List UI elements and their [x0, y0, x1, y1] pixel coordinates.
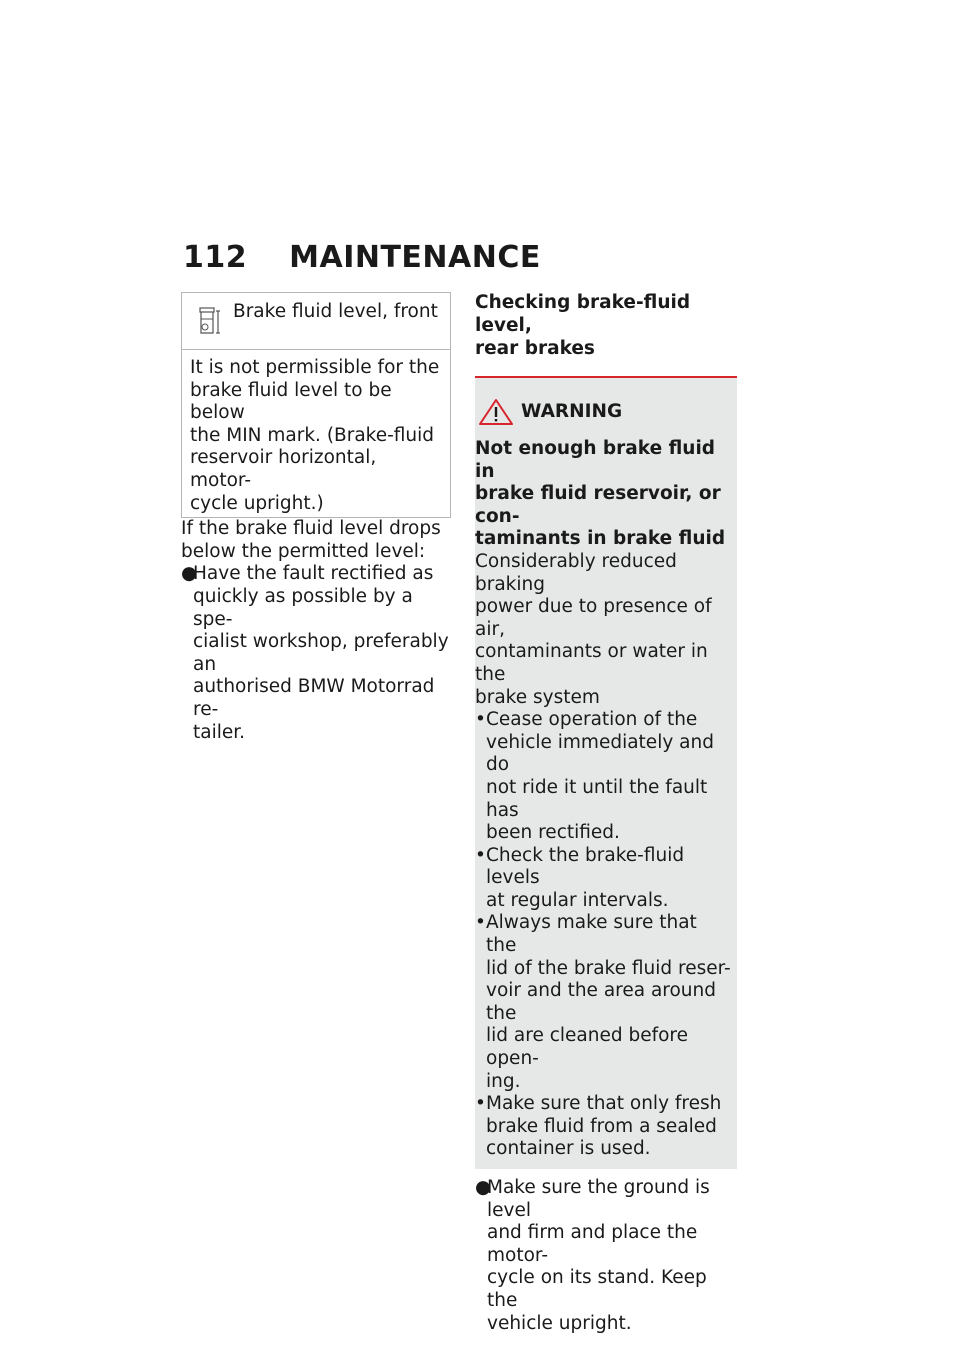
spec-title: Brake fluid level, front: [233, 301, 438, 322]
right-column: [475, 291, 737, 1335]
warning-title: Not enough brake fluid in brake fluid reservoir, or con- taminants in brake fluid: [475, 438, 726, 550]
step-bullet: ● Make sure the ground is level and firm and place the motor- cycle on its stand. Keep the vehicle upright.: [475, 1177, 710, 1334]
bullet-icon: ●: [181, 563, 198, 585]
warning-body: Considerably reduced braking power due to presence of air, contaminants or water in the brake system: [475, 550, 712, 708]
warning-item: • Always make sure that the lid of the brake fluid reser- voir and the area around the lid are cleaned before open- ing.: [475, 912, 731, 1092]
spec-box: [181, 292, 451, 518]
warning-item: • Check the brake-fluid levels at regular intervals.: [475, 844, 685, 911]
bullet-icon: ●: [475, 1177, 492, 1198]
action-bullet: ● Have the fault rectified as quickly as possible by a spe- cialist workshop, preferably an authorised BMW Motorrad re- tailer.: [181, 563, 449, 743]
section-heading: Checking brake-fluid level, rear brakes: [475, 292, 691, 359]
warning-triangle-icon: [477, 398, 515, 426]
warning-box: [475, 378, 737, 1169]
page-header: [183, 240, 541, 275]
brake-fluid-level-icon: [198, 307, 222, 337]
section-title: MAINTENANCE: [289, 240, 541, 275]
warning-label: WARNING: [521, 400, 623, 422]
left-column: [181, 292, 451, 744]
warning-item: • Make sure that only fresh brake fluid from a sealed container is used.: [475, 1093, 722, 1160]
warning-item: • Cease operation of the vehicle immediately and do not ride it until the fault has been rectified.: [475, 709, 714, 844]
spec-body: It is not permissible for the brake fluid level to be below the MIN mark. (Brake-fluid reservoir horizontal, motor- cycle upright.): [190, 357, 440, 514]
intro-text: If the brake fluid level drops below the permitted level:: [181, 518, 441, 562]
page-number: 112: [183, 240, 248, 275]
